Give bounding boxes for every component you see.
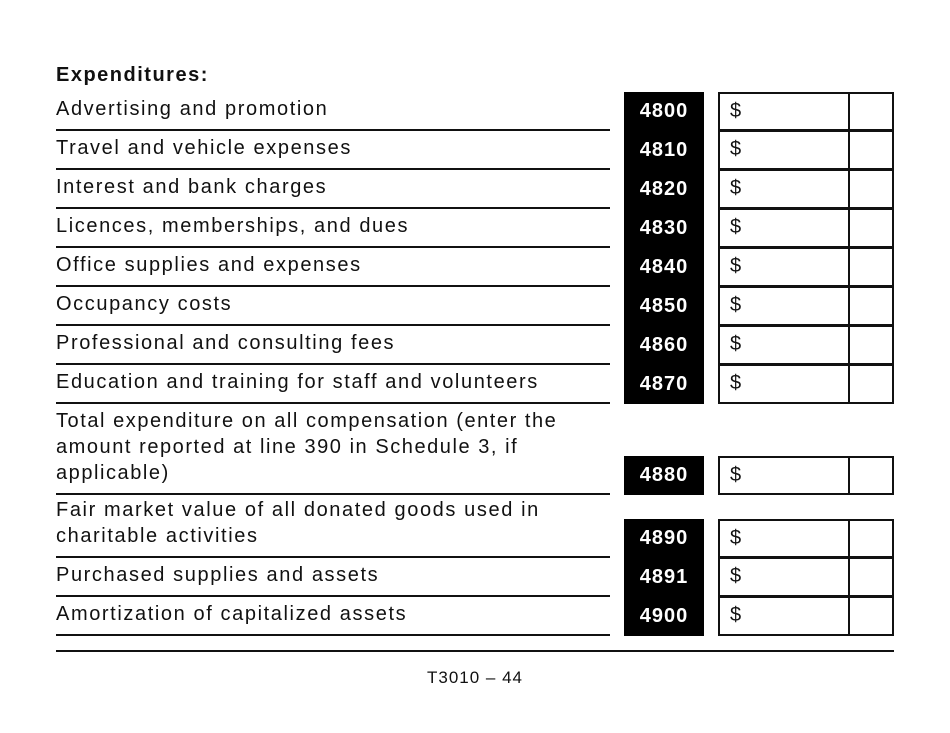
line-label: Amortization of capitalized assets <box>56 601 610 636</box>
dollar-sign: $ <box>730 177 742 199</box>
dollar-sign: $ <box>730 100 742 122</box>
cents-divider <box>848 520 850 557</box>
amount-field[interactable] <box>718 287 894 326</box>
cents-divider <box>848 93 850 130</box>
dollar-sign: $ <box>730 138 742 160</box>
expense-row-4870 <box>0 365 950 404</box>
dollar-sign: $ <box>730 294 742 316</box>
dollar-sign: $ <box>730 333 742 355</box>
line-code: 4840 <box>624 248 704 287</box>
cents-divider <box>848 209 850 247</box>
dollar-sign: $ <box>730 604 742 626</box>
dollar-sign: $ <box>730 527 742 549</box>
line-label: Purchased supplies and assets <box>56 562 610 597</box>
section-title: Expenditures: <box>56 64 209 86</box>
expense-row-4820 <box>0 170 950 209</box>
line-code: 4891 <box>624 558 704 597</box>
amount-field[interactable] <box>718 170 894 209</box>
line-label: Professional and consulting fees <box>56 330 610 365</box>
line-code: 4860 <box>624 326 704 365</box>
line-label: Education and training for staff and volunteers <box>56 369 610 404</box>
amount-field[interactable] <box>718 326 894 365</box>
cents-divider <box>848 597 850 635</box>
page-footer: T3010 – 44 <box>426 668 523 687</box>
line-code: 4880 <box>624 456 704 495</box>
expense-row-4891 <box>0 558 950 597</box>
line-code: 4810 <box>624 131 704 170</box>
line-code: 4850 <box>624 287 704 326</box>
amount-field[interactable] <box>718 519 894 558</box>
dollar-sign: $ <box>730 372 742 394</box>
line-label: Occupancy costs <box>56 291 610 326</box>
amount-field[interactable] <box>718 365 894 404</box>
amount-field[interactable] <box>718 209 894 248</box>
cents-divider <box>848 131 850 169</box>
expense-row-4860 <box>0 326 950 365</box>
bottom-rule <box>56 650 894 652</box>
amount-field[interactable] <box>718 131 894 170</box>
cents-divider <box>848 326 850 364</box>
amount-field[interactable] <box>718 92 894 131</box>
line-code: 4870 <box>624 365 704 404</box>
cents-divider <box>848 558 850 596</box>
expense-row-4880 <box>0 404 950 495</box>
amount-field[interactable] <box>718 558 894 597</box>
line-code: 4830 <box>624 209 704 248</box>
expense-row-4810 <box>0 131 950 170</box>
expense-row-4890 <box>0 495 950 558</box>
expense-row-4900 <box>0 597 950 636</box>
line-label: Licences, memberships, and dues <box>56 213 610 248</box>
line-code: 4900 <box>624 597 704 636</box>
line-code: 4820 <box>624 170 704 209</box>
cents-divider <box>848 457 850 494</box>
line-code: 4890 <box>624 519 704 558</box>
line-label: Advertising and promotion <box>56 96 610 131</box>
line-label: Office supplies and expenses <box>56 252 610 287</box>
dollar-sign: $ <box>730 565 742 587</box>
line-label: Travel and vehicle expenses <box>56 135 610 170</box>
line-label: Fair market value of all donated goods used in charitable activities <box>56 497 610 558</box>
expense-row-4800 <box>0 92 950 131</box>
expense-row-4840 <box>0 248 950 287</box>
cents-divider <box>848 287 850 325</box>
dollar-sign: $ <box>730 464 742 486</box>
expense-row-4830 <box>0 209 950 248</box>
dollar-sign: $ <box>730 216 742 238</box>
line-label: Interest and bank charges <box>56 174 610 209</box>
amount-field[interactable] <box>718 597 894 636</box>
expense-row-4850 <box>0 287 950 326</box>
amount-field[interactable] <box>718 456 894 495</box>
line-label: Total expenditure on all compensation (enter the amount reported at line 390 in Schedule 3, if applicable) <box>56 408 610 495</box>
cents-divider <box>848 365 850 403</box>
amount-field[interactable] <box>718 248 894 287</box>
dollar-sign: $ <box>730 255 742 277</box>
line-code: 4800 <box>624 92 704 131</box>
cents-divider <box>848 248 850 286</box>
cents-divider <box>848 170 850 208</box>
